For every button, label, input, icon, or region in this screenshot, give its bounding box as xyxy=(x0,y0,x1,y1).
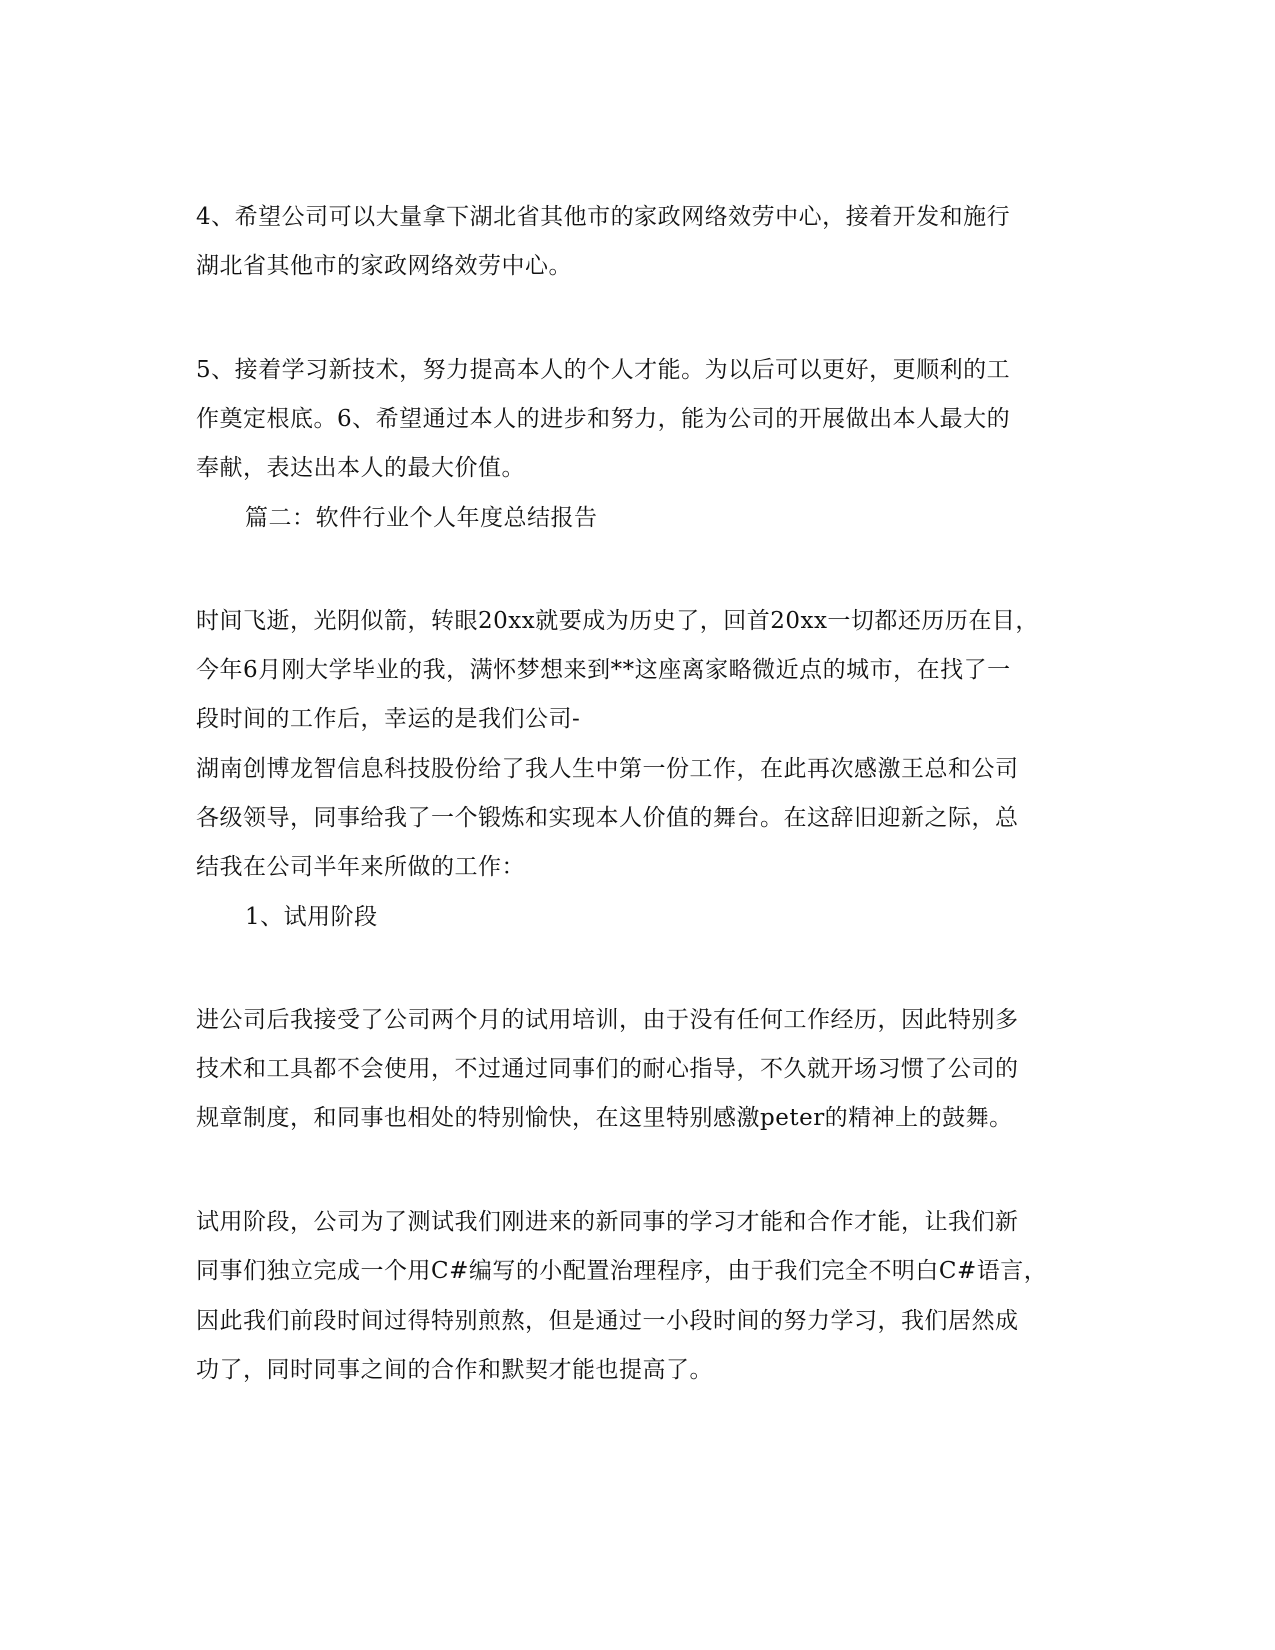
paragraph-line: 技术和工具都不会使用，不过通过同事们的耐心指导，不久就开场习惯了公司的 xyxy=(196,1056,1019,1082)
paragraph-line: 试用阶段，公司为了测试我们刚进来的新同事的学习才能和合作才能，让我们新 xyxy=(196,1209,1019,1235)
paragraph-line: 结我在公司半年来所做的工作： xyxy=(196,854,525,880)
paragraph-line: 时间飞逝，光阴似箭，转眼20xx就要成为历史了，回首20xx一切都还历历在目， xyxy=(196,608,1039,634)
paragraph-line: 湖北省其他市的家政网络效劳中心。 xyxy=(196,253,572,279)
paragraph-line: 今年6月刚大学毕业的我，满怀梦想来到**这座离家略微近点的城市，在找了一 xyxy=(196,657,1011,683)
paragraph-line: 段时间的工作后，幸运的是我们公司- xyxy=(196,706,581,732)
paragraph-line: 各级领导，同事给我了一个锻炼和实现本人价值的舞台。在这辞旧迎新之际，总 xyxy=(196,805,1019,831)
paragraph-line: 奉献，表达出本人的最大价值。 xyxy=(196,455,525,481)
subsection-heading: 1、试用阶段 xyxy=(245,904,378,930)
paragraph-line: 规章制度，和同事也相处的特别愉快，在这里特别感激peter的精神上的鼓舞。 xyxy=(196,1105,1013,1131)
paragraph-line: 进公司后我接受了公司两个月的试用培训，由于没有任何工作经历，因此特别多 xyxy=(196,1007,1019,1033)
paragraph-line: 湖南创博龙智信息科技股份给了我人生中第一份工作，在此再次感激王总和公司 xyxy=(196,756,1019,782)
section-heading: 篇二：软件行业个人年度总结报告 xyxy=(245,505,598,531)
paragraph-line: 作奠定根底。6、希望通过本人的进步和努力，能为公司的开展做出本人最大的 xyxy=(196,406,1011,432)
paragraph-line: 功了，同时同事之间的合作和默契才能也提高了。 xyxy=(196,1357,713,1383)
paragraph-line: 同事们独立完成一个用C#编写的小配置治理程序，由于我们完全不明白C#语言， xyxy=(196,1258,1048,1284)
paragraph-line: 因此我们前段时间过得特别煎熬，但是通过一小段时间的努力学习，我们居然成 xyxy=(196,1308,1019,1334)
paragraph-line: 5、接着学习新技术，努力提高本人的个人才能。为以后可以更好，更顺利的工 xyxy=(196,357,1011,383)
paragraph-line: 4、希望公司可以大量拿下湖北省其他市的家政网络效劳中心，接着开发和施行 xyxy=(196,204,1011,230)
